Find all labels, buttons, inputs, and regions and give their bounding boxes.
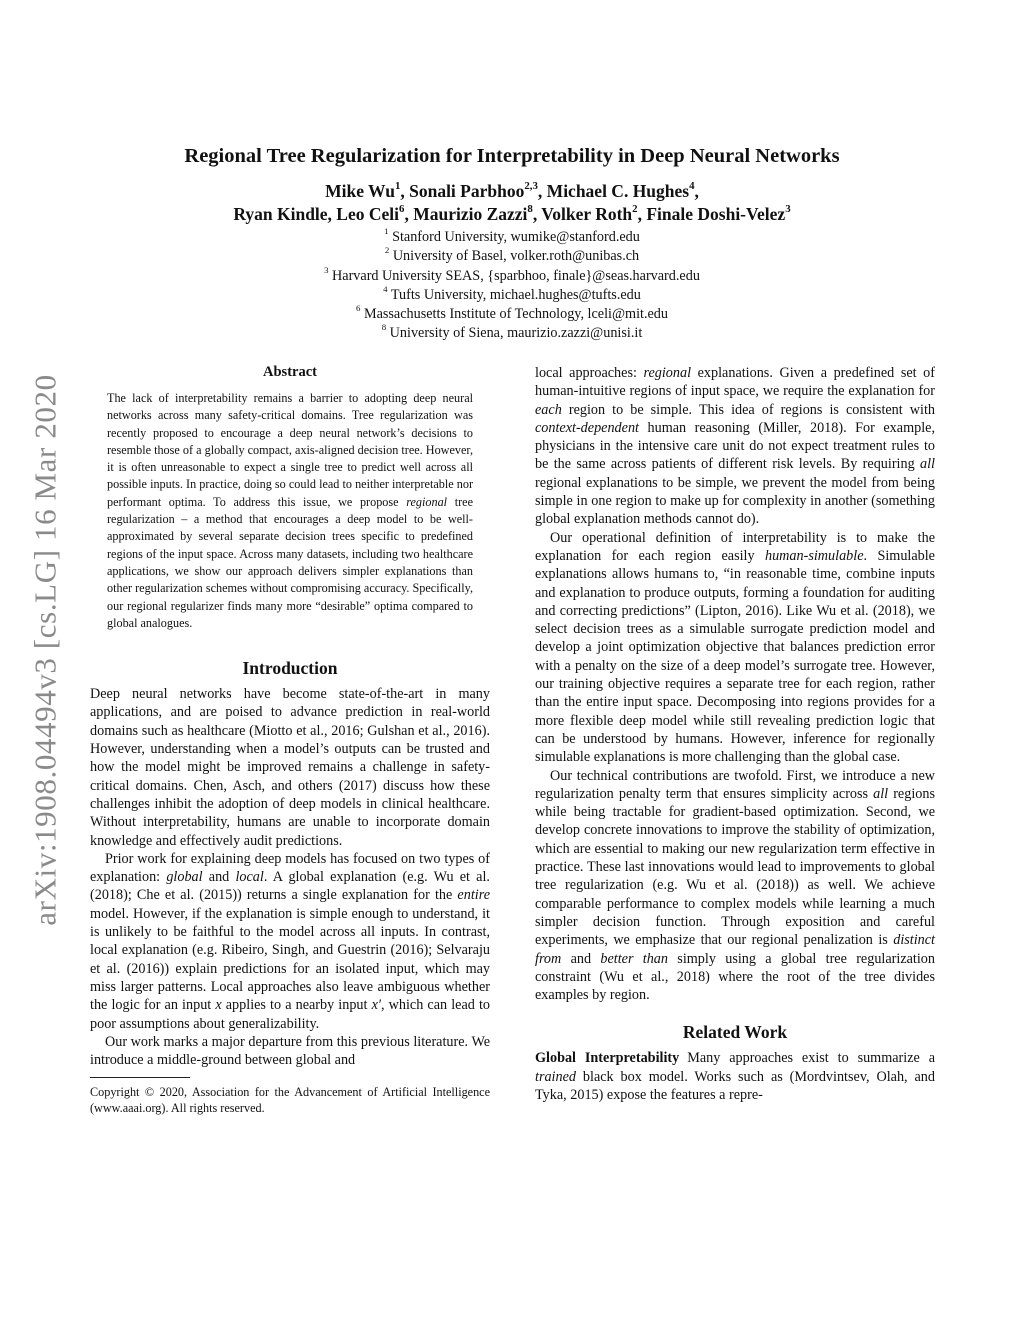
- abstract-emphasis: regional: [406, 494, 448, 509]
- author-name: Volker Roth: [541, 204, 633, 224]
- author-affil-sup: 6: [399, 202, 405, 215]
- affiliation-list: [0, 225, 1024, 344]
- author-affil-sup: 1: [394, 179, 401, 192]
- author-name: Ryan Kindle, Leo Celi: [233, 204, 400, 224]
- related-work-paragraph: [535, 1049, 935, 1104]
- text-part: human reasoning (Miller, 2018). For example, physicians in the intensive care unit do not expect treatment rules to be the same across patients of different risk levels. By requiring: [535, 419, 935, 473]
- math-variable: x: [215, 997, 222, 1014]
- text-part: explanations. Given a predefined set of human-intuitive regions of input space, we require the explanation for: [535, 365, 935, 400]
- introduction-heading: Introduction: [242, 658, 338, 679]
- affiliation-text: Stanford University, wumike@stanford.edu: [392, 229, 640, 245]
- author-affil-sup: 3: [785, 202, 791, 215]
- author-sep: ,: [537, 181, 547, 201]
- right-column: [535, 364, 935, 1104]
- emphasis: human-simulable: [764, 547, 864, 564]
- author-affil-sup: 2: [632, 202, 638, 215]
- author-sep: ,: [637, 204, 647, 224]
- affiliation-sup: 3: [324, 264, 329, 275]
- affiliation: [0, 305, 1024, 324]
- text-part: Our operational definition of interpretability is to make the explanation for each region easily: [535, 529, 935, 564]
- emphasis: trained: [535, 1068, 576, 1085]
- affiliation: [0, 324, 1024, 343]
- author-line-1: [0, 180, 1024, 203]
- affiliation: [0, 264, 1024, 286]
- related-work-heading: Related Work: [682, 1022, 788, 1043]
- emphasis: all: [873, 785, 889, 802]
- emphasis: global: [166, 869, 203, 886]
- author-name: Finale Doshi-Velez: [646, 204, 786, 224]
- right-paragraph-1: [535, 364, 935, 529]
- abstract-heading: Abstract: [263, 364, 317, 380]
- author-name: Maurizio Zazzi: [413, 204, 528, 224]
- text-part: Prior work for explaining deep models has focused on two types of explanation:: [90, 850, 490, 886]
- author-affil-sup: 2,3: [524, 179, 538, 192]
- emphasis: context-dependent: [535, 419, 639, 436]
- left-column: [90, 364, 490, 1116]
- affiliation-text: University of Siena, maurizio.zazzi@unisi.it: [389, 325, 643, 342]
- text-part: regions while being tractable for gradient-based optimization. Second, we develop concrete innovations to improve the stability of optimization, which are essential to making our new regularization term effective in practice. These last innovations would lead to improvements to global tree regularization (e.g. Wu et al. (2018)) as well. We achieve comparable performance to complex models while learning a much simpler decision function. Through exposition and careful experiments, we emphasize that our regional penalization is: [535, 785, 935, 949]
- author-affil-sup: 4: [689, 179, 695, 192]
- author-affil-sup: 8: [527, 202, 533, 215]
- affiliation-sup: 2: [384, 245, 390, 256]
- right-paragraph-2: [535, 529, 935, 767]
- arxiv-identifier-text: arXiv:1908.04494v3 [cs.LG] 16 Mar 2020: [27, 374, 63, 926]
- affiliation-text: University of Basel, volker.roth@unibas.ch: [392, 248, 640, 265]
- right-paragraph-3: [535, 767, 935, 1005]
- text-part: model. However, if the explanation is simple enough to understand, it is unlikely to be faithful to the model across all inputs. In contrast, local explanation (e.g. Ribeiro, Singh, and Guestrin (2016); Selvaraju et al. (2016)) explain predictions for an isolated input, which may miss larger patterns. Local approaches also leave ambiguous whether the logic for an input: [90, 905, 490, 1014]
- copyright-notice: Copyright © 2020, Association for the Advancement of Artificial Intelligence (www.aaai.org). All rights reserved.: [90, 1085, 490, 1116]
- abstract-text-part: tree regularization – a method that encourages a deep model to be well-approximated by several separate decision trees specific to predefined regions of the input space. Across many datasets, including two healthcare applications, we show our approach delivers simpler explanations than other regularization schemes without compromising accuracy. Specifically, our regional regularizer finds many more “desirable” optima compared to global analogues.: [107, 494, 473, 630]
- affiliation-text: Harvard University SEAS, {sparbhoo, finale}@seas.harvard.edu: [332, 267, 700, 284]
- affiliation-sup: 6: [356, 303, 361, 314]
- text-part: simply using a global tree regularization constraint (Wu et al., 2018) where the root of the tree divides examples by region.: [535, 950, 935, 1004]
- paper-title: Regional Tree Regularization for Interpretability in Deep Neural Networks: [184, 145, 840, 167]
- text-part: Many approaches exist to summarize a: [687, 1050, 936, 1067]
- emphasis: each: [535, 401, 562, 418]
- affiliation-sup: 8: [381, 322, 387, 333]
- author-list: [0, 180, 1024, 226]
- text-part: and: [202, 869, 236, 886]
- affiliation-sup: 1: [384, 225, 389, 236]
- author-line-2: [0, 203, 1024, 226]
- math-variable: x′: [371, 997, 381, 1014]
- author-name: Mike Wu: [325, 181, 395, 201]
- text-part: . A global explanation (e.g. Wu et al. (2018); Che et al. (2015)) returns a single explanation for the: [90, 869, 490, 904]
- text-part: . Simulable explanations allows humans to, “in reasonable time, combine inputs and explanation to produce outputs, forming a foundation for auditing and correcting predictions” (Lipton, 2016). Like Wu et al. (2018), we select decision trees as a simulable surrogate prediction model and develop a joint optimization objective that balances prediction error with a penalty on the size of a deep model’s surrogate tree. However, our training objective requires a separate tree for each region, rather than the entire input space. Decomposing into regions provides for a more flexible deep model while still revealing prediction logic that can be understood by humans. However, inference for regionally simulable explanations is more challenging than the global case.: [535, 547, 935, 766]
- emphasis: all: [920, 456, 935, 473]
- emphasis: regional: [643, 365, 692, 381]
- affiliation: [0, 225, 1024, 247]
- text-part: region to be simple. This idea of regions is consistent with: [561, 401, 935, 418]
- author-sep: ,: [694, 181, 699, 201]
- footnote-rule: [90, 1077, 190, 1078]
- text-part: Our technical contributions are twofold. First, we introduce a new regularization penalty term that ensures simplicity across: [535, 767, 935, 802]
- abstract-text-part: The lack of interpretability remains a barrier to adopting deep neural networks across many safety-critical domains. Tree regularization was recently proposed to encourage a deep neural network’s decisions to resemble those of a globally compact, axis-aligned decision tree. However, it is often unreasonable to expect a single tree to predict well across all possible inputs. In practice, doing so could lead to neither interpretable nor performant optima. To address this issue, we propose: [107, 391, 473, 509]
- arxiv-identifier: [18, 350, 73, 950]
- affiliation-sup: 4: [383, 283, 388, 294]
- affiliation-text: Massachusetts Institute of Technology, lceli@mit.edu: [363, 306, 668, 323]
- author-sep: ,: [400, 181, 410, 201]
- intro-paragraph-3: Our work marks a major departure from this previous literature. We introduce a middle-ground between global and: [90, 1033, 490, 1069]
- emphasis: distinct from: [535, 932, 935, 967]
- intro-paragraph-2: [90, 850, 490, 1033]
- affiliation: [0, 247, 1024, 266]
- author-sep: ,: [404, 204, 414, 224]
- intro-paragraph-1: Deep neural networks have become state-of-the-art in many applications, and are poised to advance prediction in real-world domains such as healthcare (Miotto et al., 2016; Gulshan et al., 2016). However, understanding when a model’s outputs can be trusted and how the model might be improved remains a challenge in safety-critical domains. Chen, Asch, and others (2017) discuss how these challenges inhibit the adoption of deep models in clinical healthcare. Without interpretability, humans are unable to incorporate domain knowledge and effectively audit predictions.: [90, 686, 490, 849]
- emphasis: local: [235, 869, 264, 886]
- author-sep: ,: [532, 204, 542, 224]
- abstract-text: [107, 390, 473, 632]
- affiliation: [0, 283, 1024, 305]
- emphasis: better than: [600, 950, 668, 967]
- text-part: local approaches:: [535, 365, 644, 381]
- text-part: and: [561, 950, 601, 967]
- author-name: Sonali Parbhoo: [409, 181, 525, 201]
- author-name: Michael C. Hughes: [546, 181, 690, 201]
- text-part: applies to a nearby input: [221, 997, 372, 1014]
- text-part: , which can lead to poor assumptions about generalizability.: [90, 997, 490, 1032]
- text-part: black box model. Works such as (Mordvintsev, Olah, and Tyka, 2015) expose the features a repre-: [535, 1068, 935, 1103]
- text-part: regional explanations to be simple, we prevent the model from being simple in one region to make up for complexity in another (something global explanation methods cannot do).: [535, 474, 935, 528]
- affiliation-text: Tufts University, michael.hughes@tufts.edu: [390, 286, 641, 303]
- emphasis: entire: [457, 887, 490, 904]
- run-in-heading: Global Interpretability: [535, 1050, 680, 1067]
